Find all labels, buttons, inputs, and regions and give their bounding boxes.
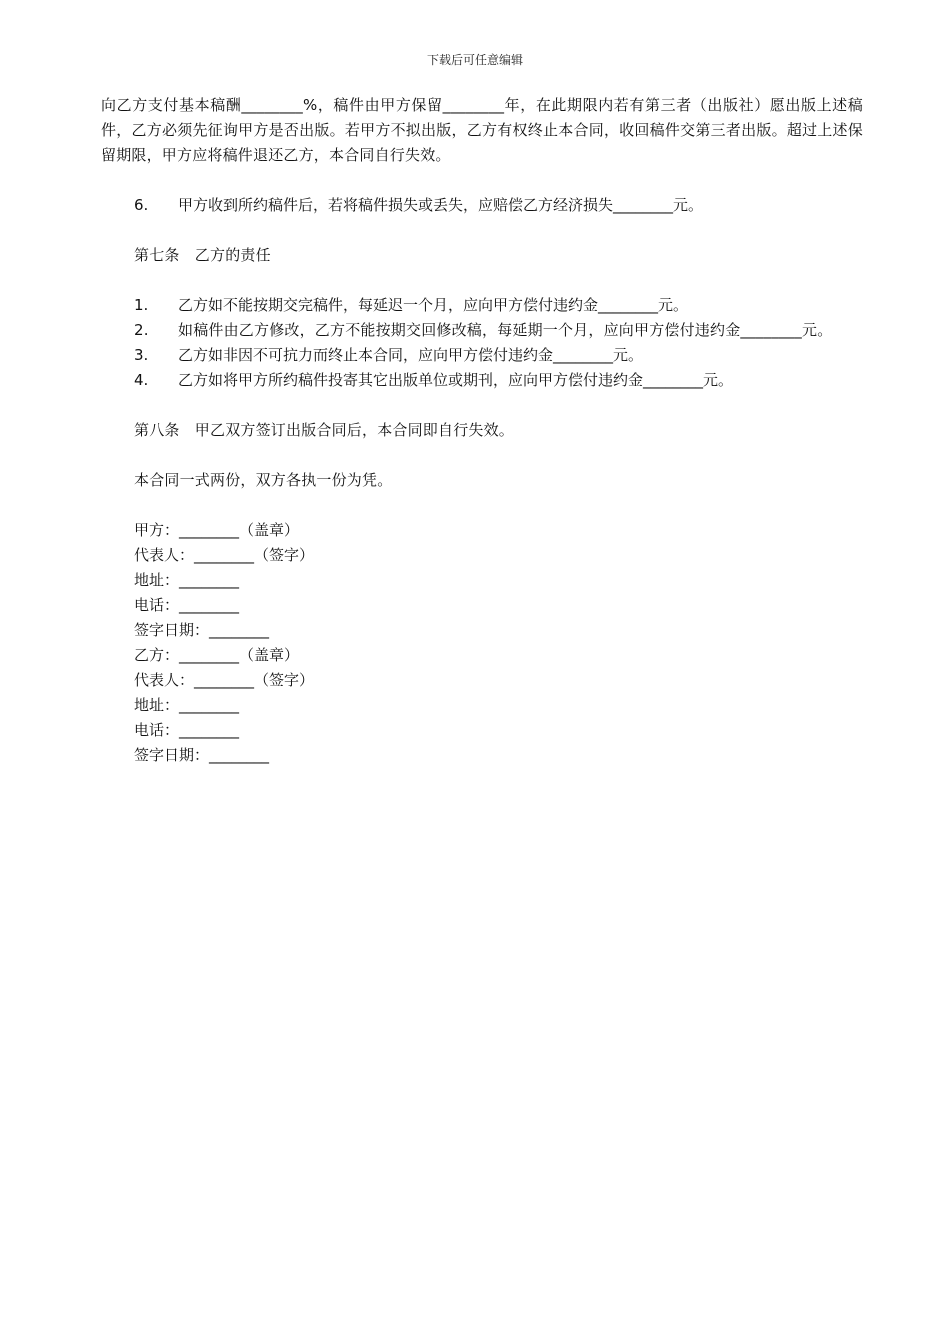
clause-text: 如稿件由乙方修改，乙方不能按期交回修改稿，每延期一个月，应向甲方偿付违约金________元。 (178, 321, 833, 339)
clause-number: 1. (134, 296, 149, 314)
party-b-representative-field: 代表人：________（签字） (134, 671, 315, 689)
article-8: 第八条 甲乙双方签订出版合同后，本合同即自行失效。 (134, 421, 515, 439)
article-7-item-2 (101, 318, 863, 343)
party-b-address-field: 地址：________ (134, 696, 240, 714)
copies-statement: 本合同一式两份，双方各执一份为凭。 (134, 471, 393, 489)
party-a-phone-field: 电话：________ (134, 596, 240, 614)
clause-number: 6. (134, 196, 149, 214)
clause-text: 乙方如非因不可抗力而终止本合同，应向甲方偿付违约金________元。 (178, 346, 644, 364)
paragraph-intro: 向乙方支付基本稿酬________%，稿件由甲方保留________年，在此期限内若有第三者（出版社）愿出版上述稿件，乙方必须先征询甲方是否出版。若甲方不拟出版，乙方有权终止本合同，收回稿件交第三者出版。超过上述保留期限，甲方应将稿件退还乙方，本合同自行失效。 (101, 96, 863, 164)
clause-number: 2. (134, 321, 149, 339)
clause-number: 4. (134, 371, 149, 389)
article-7-item-1 (101, 293, 863, 318)
party-b-phone-field: 电话：________ (134, 721, 240, 739)
clause-text: 甲方收到所约稿件后，若将稿件损失或丢失，应赔偿乙方经济损失________元。 (178, 196, 704, 214)
party-b-date-field: 签字日期：________ (134, 746, 270, 764)
document-body (101, 93, 863, 768)
clause-number: 3. (134, 346, 149, 364)
article-7-item-4 (101, 368, 863, 393)
clause-text: 乙方如将甲方所约稿件投寄其它出版单位或期刊，应向甲方偿付违约金________元。 (178, 371, 734, 389)
article-7-title: 第七条 乙方的责任 (134, 246, 271, 264)
party-a-address-field: 地址：________ (134, 571, 240, 589)
page-header: 下载后可任意编辑 (426, 53, 523, 67)
party-a-representative-field: 代表人：________（签字） (134, 546, 315, 564)
party-b-name-field: 乙方：________（盖章） (134, 646, 300, 664)
clause-text: 乙方如不能按期交完稿件，每延迟一个月，应向甲方偿付违约金________元。 (178, 296, 689, 314)
clause-item-6 (101, 193, 863, 218)
party-a-name-field: 甲方：________（盖章） (134, 521, 300, 539)
signature-block (101, 518, 863, 768)
party-a-date-field: 签字日期：________ (134, 621, 270, 639)
article-7-item-3 (101, 343, 863, 368)
